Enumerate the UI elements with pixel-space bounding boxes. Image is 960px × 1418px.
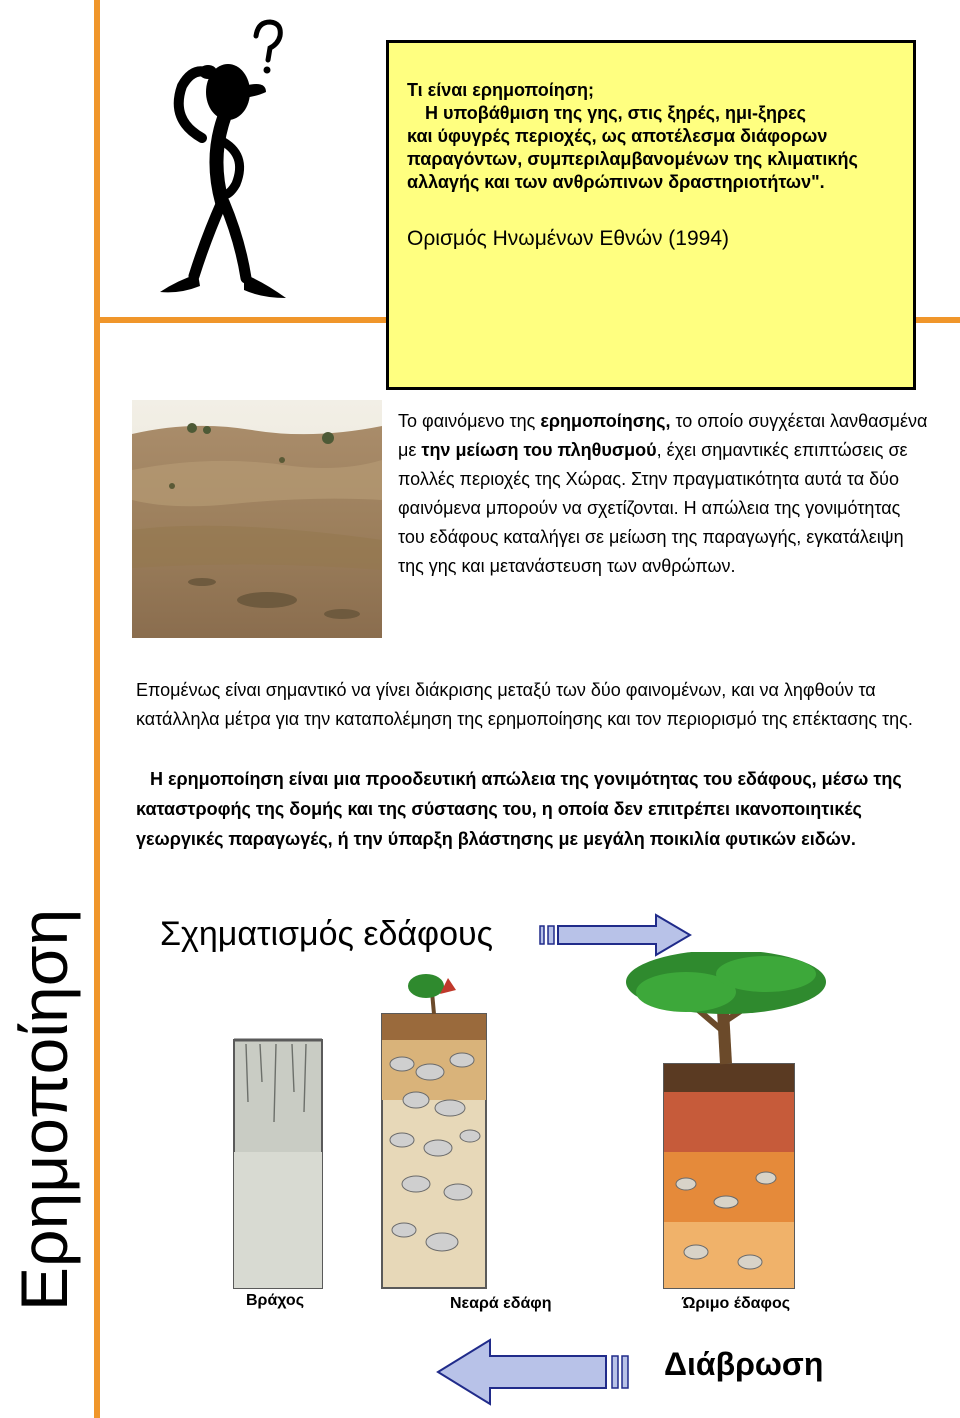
question-mark-icon <box>256 22 280 60</box>
label-mature-soil: Ώριμο έδαφος <box>682 1295 791 1312</box>
definition-box <box>386 40 916 390</box>
definition-body: Η υποβάθμιση της γης, στις ξηρές, ημι-ξηρες <box>425 103 807 123</box>
definition-source: Ορισμός Ηνωμένων Εθνών (1994) <box>407 227 730 250</box>
para1-bold-1: ερημοποίησης, <box>540 411 671 431</box>
landscape-photo <box>132 400 382 638</box>
paragraph-desertification-vs-depopulation <box>398 407 928 581</box>
erosion-label: Διάβρωση <box>664 1346 824 1382</box>
definition-question: Τι είναι ερημοποίηση; <box>407 80 595 100</box>
arrow-left-icon <box>434 1336 634 1408</box>
thinking-person-illustration <box>140 8 340 308</box>
para1-bold-2: την μείωση του πληθυσμού <box>421 440 657 460</box>
frame-vertical-line <box>94 0 100 1418</box>
rock-column <box>234 1040 322 1288</box>
paragraph-definition-bold: Η ερημοποίηση είναι μια προοδευτική απώλεια της γονιμότητας του εδάφους, μέσω της καταστροφής της δομής και της σύστασης του, η οποία δεν επιτρέπει ικανοποιητικές γεωργικές παραγωγές, ή την ύπαρξη βλάστησης με μεγάλη ποικιλία φυτικών ειδών. <box>136 769 902 849</box>
definition-body-continued: και ύφυγρές περιοχές, ως αποτέλεσμα διάφορων παραγόντων, συμπεριλαμβανομένων της κλιματικής αλλαγής και των ανθρώπινων δραστηριοτήτων". <box>407 126 858 192</box>
soil-profiles-illustration <box>226 952 832 1298</box>
para1-text-3: , έχει σημαντικές επιπτώσεις σε πολλές περιοχές της Χώρας. Στην πραγματικότητα αυτά τα δύο φαινόμενα μπορούν να σχετίζονται. Η απώλεια της γονιμότητας του εδάφους καταλήγει σε μείωση της παραγωγής, εγκατάλειψη της γης και μετανάστευση των ανθρώπων. <box>398 440 908 576</box>
para1-text-2: το οποίο συγχέεται λανθασμένα με <box>398 411 928 460</box>
label-young-soils: Νεαρά εδάφη <box>450 1295 552 1312</box>
label-rock: Βράχος <box>246 1292 305 1309</box>
para1-text-1: Το φαινόμενο της <box>398 411 541 431</box>
paragraph-distinction: Επομένως είναι σημαντικό να γίνει διάκρισης μεταξύ των δύο φαινομένων, και να ληφθούν τα κατάλληλα μέτρα για την καταπολέμηση της ερημοποίησης και τον περιορισμό της επέκτασης της. <box>136 680 913 729</box>
soil-formation-title: Σχηματισμός εδάφους <box>160 915 493 953</box>
side-title: Ερημοποίηση <box>7 908 81 1312</box>
young-soil-column <box>382 974 486 1288</box>
mature-soil-column <box>626 952 826 1288</box>
